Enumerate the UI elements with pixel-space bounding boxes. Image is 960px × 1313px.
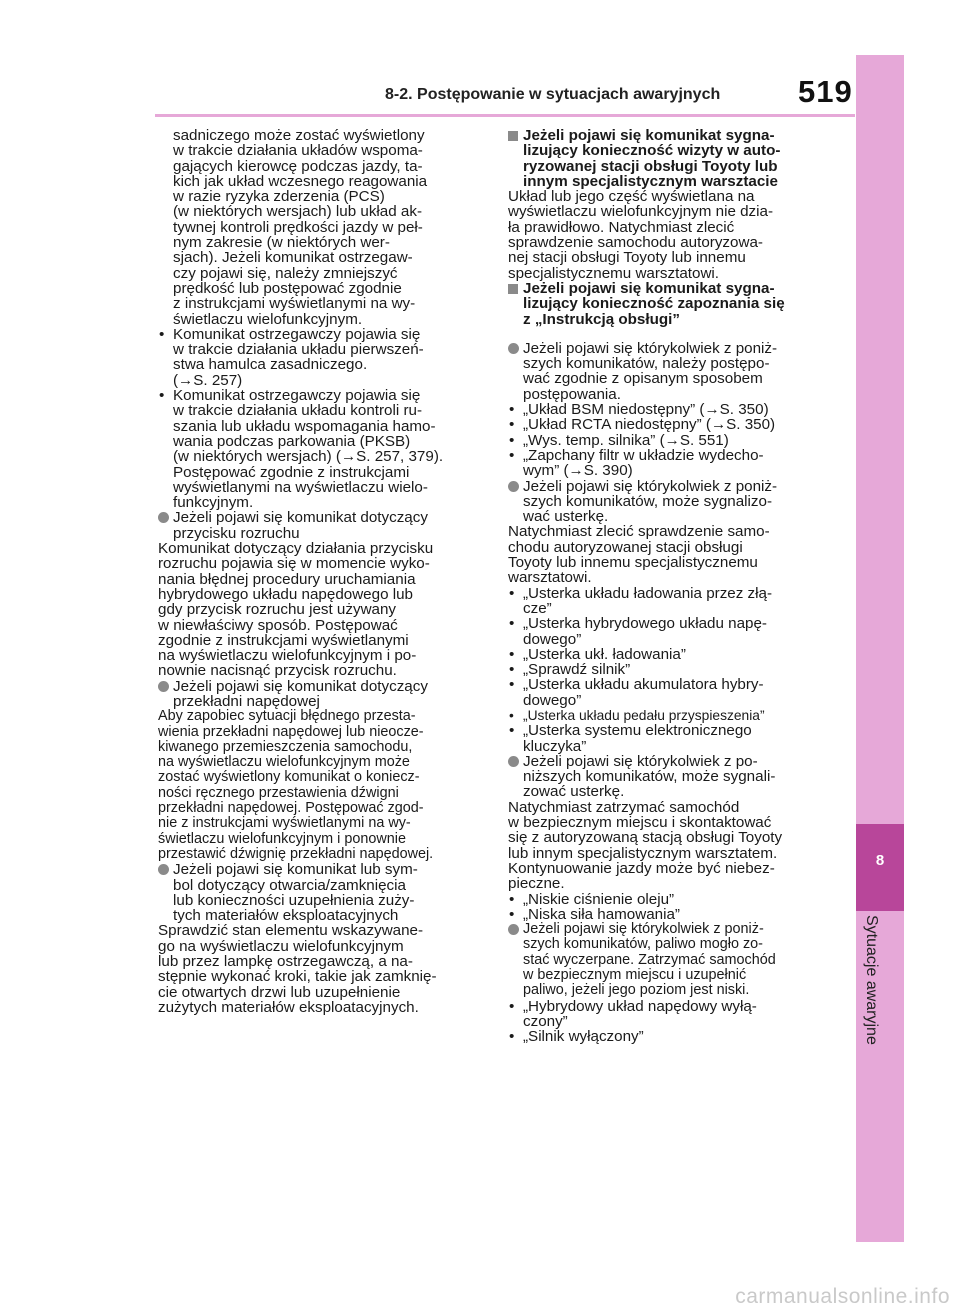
text-line: • „Usterka układu ładowania przez złą- <box>523 584 773 602</box>
text-line: • „Hybrydowy układ napędowy wyłą- <box>523 997 757 1015</box>
bullet-item <box>508 586 846 617</box>
bullet-item <box>508 417 846 432</box>
text-line: • „Sprawdź silnik” <box>523 661 631 679</box>
text-line: • „Usterka systemu elektronicznego <box>523 722 752 740</box>
paragraph <box>508 524 846 585</box>
text-line: dowego” <box>523 630 582 648</box>
bullet-item <box>508 1029 846 1044</box>
text-line: Jeżeli pojawi się którykolwiek z poniż- <box>523 339 778 357</box>
text-line: w bezpiecznym miejscu i skontaktować <box>508 814 772 832</box>
text-line: nej stacji obsługi Toyoty lub innemu <box>508 249 746 267</box>
text-line: w trakcie działania układów wspoma- <box>173 142 423 160</box>
text-line: Jeżeli pojawi się komunikat dotyczący <box>173 677 428 695</box>
text-line: lub przez lampkę ostrzegawczą, a na- <box>158 953 413 971</box>
text-line: tych materiałów eksploatacyjnych <box>173 907 399 925</box>
circle-heading <box>158 510 480 541</box>
bullet-item: • „Usterka układu pedału przyspieszenia” <box>508 708 846 723</box>
text-line: czy pojawi się, należy zmniejszyć <box>173 264 398 282</box>
text-line: tywnej kontroli prędkości jazdy w peł- <box>173 218 423 236</box>
bullet-item <box>508 677 846 708</box>
text-line: prędkość lub postępować zgodnie <box>173 279 402 297</box>
text-line: szych komunikatów, może sygnalizo- <box>523 492 773 510</box>
watermark: carmanualsonline.info <box>735 1285 950 1308</box>
bullet-item <box>508 402 846 417</box>
text-line: ności ręcznego przestawienia dźwigni <box>158 784 399 801</box>
text-line: na wyświetlaczu wielofunkcyjnym i po- <box>158 647 417 665</box>
text-line: cie otwartych drzwi lub uzupełnienie <box>158 983 401 1001</box>
text-line: przekładni napędowej. Postępować zgod- <box>158 800 424 817</box>
paragraph <box>508 800 846 892</box>
text-line: gdy przycisk rozruchu jest używany <box>158 601 397 619</box>
text-line: • Komunikat ostrzegawczy pojawia się <box>173 387 421 405</box>
text-line: z instrukcjami wyświetlanymi na wy- <box>173 295 416 313</box>
text-line: (w niektórych wersjach) (→S. 257, 379). <box>173 448 444 466</box>
text-line: Jeżeli pojawi się którykolwiek z po- <box>523 752 758 770</box>
text-line: nania błędnej procedury uruchamiania <box>158 570 416 588</box>
text-line: • „Niska siła hamowania” <box>523 905 680 923</box>
text-line: funkcyjnym. <box>173 494 254 512</box>
text-line: zostać wyświetlony komunikat o koniecz- <box>158 769 420 786</box>
bullet-item <box>508 999 846 1030</box>
text-line: przestawić dźwignię przekładni napędowej. <box>158 845 434 862</box>
text-line: • „Wys. temp. silnika” (→S. 551) <box>523 431 729 449</box>
square-heading <box>508 128 846 189</box>
text-line: wienia przekładni napędowej lub nieocze- <box>158 723 424 740</box>
text-line: w bezpiecznym miejscu i uzupełnić <box>523 967 747 984</box>
text-line: (w niektórych wersjach) lub układ ak- <box>173 203 422 221</box>
text-line: w razie ryzyka zderzenia (PCS) <box>173 188 385 206</box>
text-line: sprawdzenie samochodu autoryzowa- <box>508 234 763 252</box>
text-line: świetlaczu wielofunkcyjnym i ponownie <box>158 830 406 847</box>
text-line: • „Układ RCTA niedostępny” (→S. 350) <box>523 416 776 434</box>
text-line: w trakcie działania układu kontroli ru- <box>173 402 423 420</box>
message-list <box>508 402 846 478</box>
text-line: Jeżeli pojawi się którykolwiek z poniż- <box>523 477 778 495</box>
text-line: niższych komunikatów, może sygnali- <box>523 768 776 786</box>
chapter-side-title: Sytuacje awaryjne <box>863 915 880 1045</box>
text-line: ryzowanej stacji obsługi Toyoty lub <box>523 157 778 175</box>
text-line: • „Usterka hybrydowego układu napę- <box>523 615 767 633</box>
text-line: zgodnie z instrukcjami wyświetlanymi <box>158 631 409 649</box>
text-line: Jeżeli pojawi się komunikat dotyczący <box>173 509 428 527</box>
text-line: nie z instrukcjami wyświetlanymi na wy- <box>158 815 411 832</box>
bullet-item <box>508 723 846 754</box>
text-line: Jeżeli pojawi się komunikat lub sym- <box>173 861 418 879</box>
paragraph <box>158 128 480 327</box>
text-line: paliwo, jeżeli jego poziom jest niski. <box>523 982 750 999</box>
bullet-item <box>508 616 846 647</box>
text-line: wać usterkę. <box>523 508 609 526</box>
text-line: • „Silnik wyłączony” <box>523 1028 644 1046</box>
text-line: szych komunikatów, należy postępo- <box>523 355 770 373</box>
text-line: Układ lub jego część wyświetlana na <box>508 188 755 206</box>
bullet-item <box>508 662 846 677</box>
text-line: w niewłaściwy sposób. Postępować <box>158 616 398 634</box>
text-line: w trakcie działania układu pierwszeń- <box>173 341 424 359</box>
text-line: sjach). Jeżeli komunikat ostrzegaw- <box>173 249 413 267</box>
header-divider <box>155 114 855 117</box>
text-line: szych komunikatów, paliwo mogło zo- <box>523 936 763 953</box>
text-line: wym” (→S. 390) <box>523 462 633 480</box>
text-line: stwa hamulca zasadniczego. <box>173 356 368 374</box>
text-line: cze” <box>523 599 552 617</box>
text-line: wyświetlanymi na wyświetlaczu wielo- <box>173 478 428 496</box>
paragraph <box>158 541 480 679</box>
message-list <box>508 999 846 1045</box>
text-line: sadniczego może zostać wyświetlony <box>173 127 425 144</box>
square-heading <box>508 281 846 327</box>
text-line: (→S. 257) <box>173 371 243 389</box>
text-line: Sprawdzić stan elementu wskazywane- <box>158 922 424 940</box>
text-line: z „Instrukcją obsługi” <box>523 310 680 328</box>
page-number: 519 <box>798 74 853 109</box>
text-line: ła prawidłowo. Natychmiast zlecić <box>508 218 735 236</box>
text-line: • „Usterka układu akumulatora hybry- <box>523 676 764 694</box>
text-line: postępowania. <box>523 385 621 403</box>
text-line: • „Usterka ukł. ładowania” <box>523 645 686 663</box>
text-line: dowego” <box>523 691 582 709</box>
right-column <box>508 128 846 1045</box>
paragraph <box>158 923 480 1015</box>
text-line: chodu autoryzowanej stacji obsługi <box>508 538 743 556</box>
text-line: się z autoryzowaną stacją obsługi Toyoty <box>508 829 783 847</box>
bullet-item <box>508 448 846 479</box>
text-line: specjalistycznemu warsztatowi. <box>508 264 720 282</box>
text-line: bol dotyczący otwarcia/zamknięcia <box>173 876 406 894</box>
text-line: lizujący konieczność zapoznania się <box>523 295 785 313</box>
bullet-item <box>508 907 846 922</box>
bullet-item <box>508 433 846 448</box>
text-line: na wyświetlaczu wielofunkcyjnym może <box>158 754 410 771</box>
text-line: stać wyczerpane. Zatrzymać samochód <box>523 951 776 968</box>
text-line: gających kierowcę podczas jazdy, ta- <box>173 157 423 175</box>
text-line: zużytych materiałów eksploatacyjnych. <box>158 998 419 1016</box>
text-line: przycisku rozruchu <box>173 524 300 542</box>
bullet-item <box>158 388 480 510</box>
text-line: wania podczas parkowania (PKSB) <box>173 432 411 450</box>
text-line: hybrydowego układu napędowego lub <box>158 585 414 603</box>
text-line: przekładni napędowej <box>173 692 320 710</box>
text-line: pieczne. <box>508 875 565 893</box>
circle-heading <box>158 862 480 923</box>
message-list <box>508 723 846 754</box>
text-line: • „Zapchany filtr w układzie wydecho- <box>523 446 764 464</box>
text-line: go na wyświetlaczu wielofunkcyjnym <box>158 937 404 955</box>
text-line: Jeżeli pojawi się komunikat sygna- <box>523 279 775 297</box>
circle-heading <box>508 479 846 525</box>
text-line: zować usterkę. <box>523 783 625 801</box>
text-line: wyświetlaczu wielofunkcyjnym nie dzia- <box>508 203 774 221</box>
text-line: wać zgodnie z opisanym sposobem <box>523 370 763 388</box>
text-line: Aby zapobiec sytuacji błędnego przesta- <box>158 708 416 725</box>
text-line: szania lub układu wspomagania hamo- <box>173 417 436 435</box>
text-line: • „Układ BSM niedostępny” (→S. 350) <box>523 401 769 419</box>
text-line: nownie nacisnąć przycisk rozruchu. <box>158 662 397 680</box>
chapter-number: 8 <box>875 852 885 869</box>
text-line: kiwanego przemieszczenia samochodu, <box>158 738 413 755</box>
text-line: • Komunikat ostrzegawczy pojawia się <box>173 325 421 343</box>
circle-heading <box>508 754 846 800</box>
text-line: Jeżeli pojawi się którykolwiek z poniż- <box>523 921 764 938</box>
message-list <box>508 892 846 923</box>
text-line: Natychmiast zatrzymać samochód <box>508 798 740 816</box>
text-line: nym zakresie (w niektórych wer- <box>173 234 390 252</box>
text-line: Toyoty lub innemu specjalistycznemu <box>508 554 758 572</box>
text-line: • „Niskie ciśnienie oleju” <box>523 890 675 908</box>
text-line: czony” <box>523 1012 568 1030</box>
circle-heading <box>508 341 846 402</box>
text-line: Jeżeli pojawi się komunikat sygna- <box>523 127 775 144</box>
section-title: 8-2. Postępowanie w sytuacjach awaryjnych <box>385 86 721 103</box>
text-line: Natychmiast zlecić sprawdzenie samo- <box>508 523 770 541</box>
message-list <box>508 586 846 708</box>
text-line: stępnie wykonać kroki, takie jak zamknię- <box>158 968 437 986</box>
paragraph <box>508 189 846 281</box>
paragraph <box>158 709 480 862</box>
text-line: świetlaczu wielofunkcyjnym. <box>173 310 363 328</box>
text-line: innym specjalistycznym warsztacie <box>523 172 778 190</box>
bullet-item <box>158 327 480 388</box>
text-line: Postępować zgodnie z instrukcjami <box>173 463 410 481</box>
text-line: kich jak układ wczesnego reagowania <box>173 172 428 190</box>
text-line: lizujący konieczność wizyty w auto- <box>523 142 781 160</box>
bullet-item <box>508 892 846 907</box>
left-column <box>158 128 480 1015</box>
text-line: kluczyka” <box>523 737 587 755</box>
text-line: lub konieczności uzupełnienia zuży- <box>173 891 415 909</box>
text-line: Komunikat dotyczący działania przycisku <box>158 540 434 558</box>
side-band <box>856 55 904 1242</box>
circle-heading <box>508 922 846 998</box>
text-line: lub innym specjalistycznym warsztatem. <box>508 844 778 862</box>
bullet-item <box>508 647 846 662</box>
text-line: rozruchu pojawia się w momencie wyko- <box>158 555 430 573</box>
circle-heading <box>158 679 480 710</box>
text-line: Kontynuowanie jazdy może być niebez- <box>508 859 775 877</box>
text-line: warsztatowi. <box>508 569 592 587</box>
